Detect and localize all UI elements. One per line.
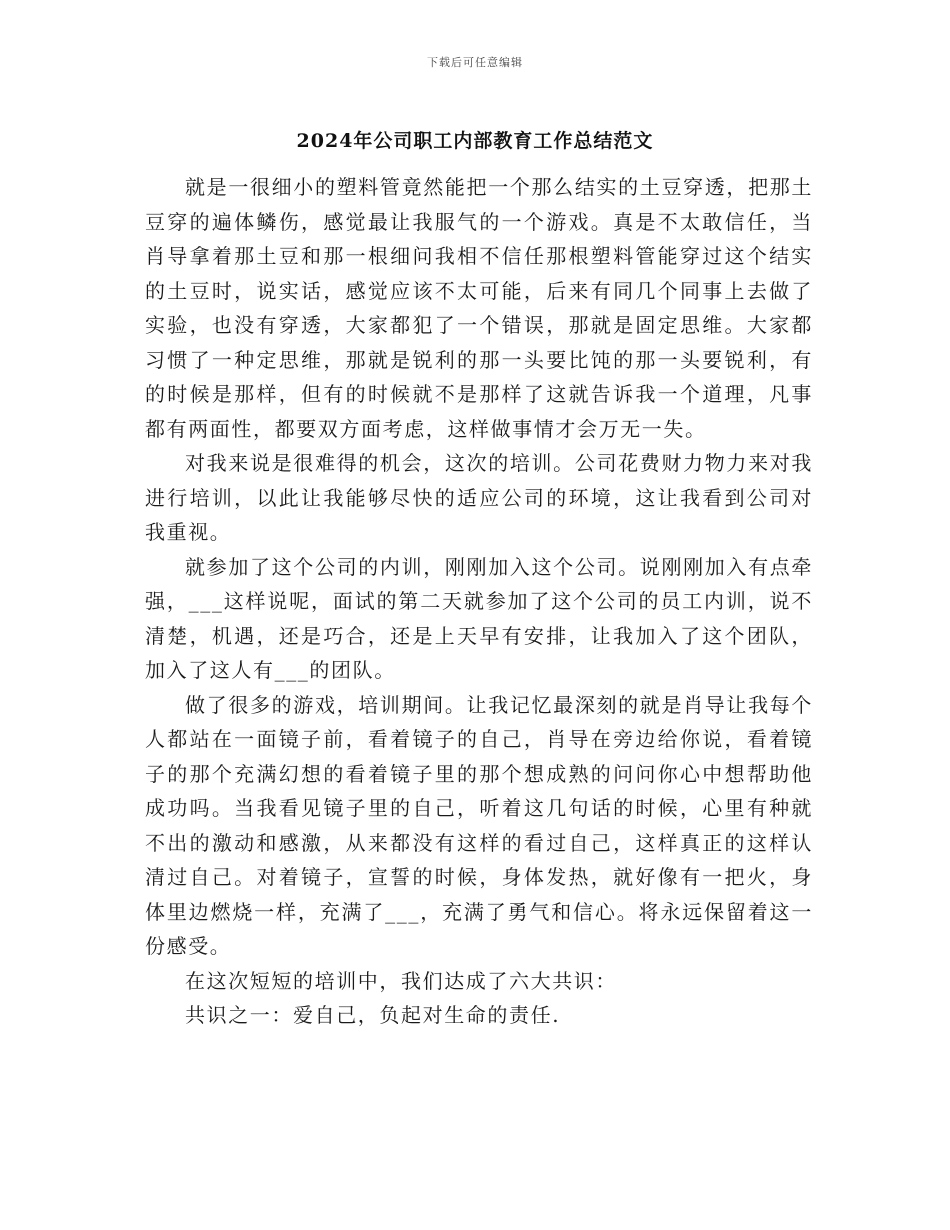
paragraph: 对我来说是很难得的机会，这次的培训。公司花费财力物力来对我进行培训，以此让我能够尽快的适应公司的环境，这让我看到公司对我重视。 — [145, 451, 813, 544]
header-note: 下载后可任意编辑 — [427, 56, 523, 69]
paragraph: 做了很多的游戏，培训期间。让我记忆最深刻的就是肖导让我每个人都站在一面镜子前，看着镜子的自己，肖导在旁边给你说，看着镜子的那个充满幻想的看着镜子里的那个想成熟的问问你心中想帮助他成功吗。当我看见镜子里的自己，听着这几句话的时候，心里有种就不出的激动和感激，从来都没有这样的看过自己，这样真正的这样认清过自己。对着镜子，宣誓的时候，身体发热，就好像有一把火，身体里边燃烧一样，充满了___，充满了勇气和信心。将永远保留着这一份感受。 — [145, 692, 813, 958]
document-body — [145, 170, 813, 1033]
paragraph: 共识之一：爱自己，负起对生命的责任. — [185, 1003, 561, 1027]
paragraph: 就是一很细小的塑料管竟然能把一个那么结实的土豆穿透，把那土豆穿的遍体鳞伤，感觉最让我服气的一个游戏。真是不太敢信任，当肖导拿着那土豆和那一根细问我相不信任那根塑料管能穿过这个结实的土豆时，说实话，感觉应该不太可能，后来有同几个同事上去做了实验，也没有穿透，大家都犯了一个错误，那就是固定思维。大家都习惯了一种定思维，那就是锐利的那一头要比饨的那一头要锐利，有的时候是那样，但有的时候就不是那样了这就告诉我一个道理，凡事都有两面性，都要双方面考虑，这样做事情才会万无一失。 — [145, 175, 813, 441]
paragraph: 就参加了这个公司的内训，刚刚加入这个公司。说刚刚加入有点牵强，___这样说呢，面试的第二天就参加了这个公司的员工内训，说不清楚，机遇，还是巧合，还是上天早有安排，让我加入了这个团队，加入了这人有___的团队。 — [145, 554, 813, 682]
paragraph: 在这次短短的培训中，我们达成了六大共识： — [185, 968, 617, 993]
document-title: 2024年公司职工内部教育工作总结范文 — [296, 130, 654, 152]
